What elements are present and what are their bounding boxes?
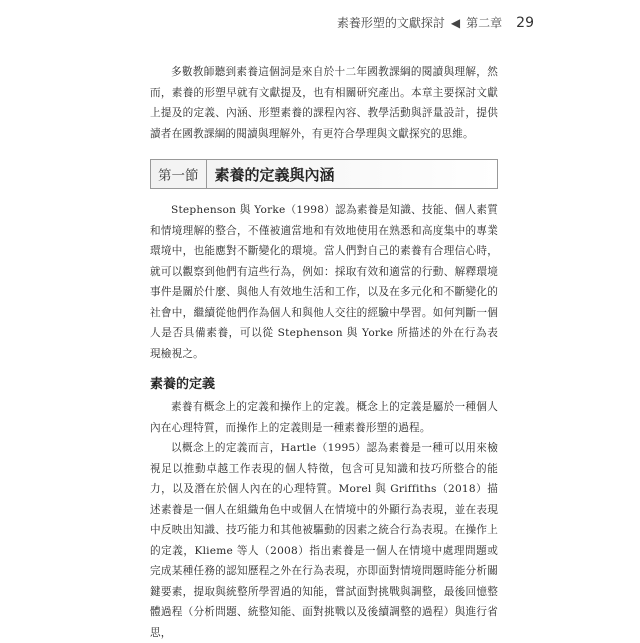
intro-paragraph: 多數教師聽到素養這個詞是來自於十二年國教課綱的閱讀與理解，然而，素養的形塑早就有文獻提及，也有相關研究產出。本章主要探討文獻上提及的定義、內涵、形塑素養的課程內容、教學活動與評量設計，提供讀者在國教課綱的閱讀與理解外，有更符合學理與文獻探究的思維。 <box>150 66 498 140</box>
section-paragraph: Stephenson 與 Yorke（1998）認為素養是知識、技能、個人素質和情境理解的整合，不僅被適當地和有效地使用在熟悉和高度集中的專業環境中，也能應對不斷變化的環境。當人們對自己的素養有合理信心時，就可以觀察到他們有這些行為，例如：採取有效和適當的行動、解釋環境事件是關於什麼、與他人有效地生活和工作，以及在多元化和不斷變化的社會中，繼續從他們作為個人和與他人交往的經驗中學習。如何判斷一個人是否具備素養，可以從 Stephenson 與 Yorke 所描述的外在行為表現檢視之。 <box>150 204 498 360</box>
page-body <box>150 62 498 643</box>
section-number: 第一節 <box>151 160 207 188</box>
running-header <box>0 14 640 38</box>
body-paragraph-2: 以概念上的定義而言，Hartle（1995）認為素養是一種可以用來檢視足以推動卓越工作表現的個人特徵，包含可見知識和技巧所整合的能力，以及潛在於個人內在的心理特質。Morel 與 Griffiths（2018）描述素養是一個人在組織角色中或個人在情境中的外顯行為表現，並在表現中反映出知識、技巧能力和其他被驅動的因素之統合行為表現。在操作上的定義，Klieme 等人（2008）指出素養是一個人在情境中處理問題或完成某種任務的認知歷程之外在行為表現，亦即面對情境問題時能分析關鍵要素，提取與統整所學習過的知能，嘗試面對挑戰與調整，最後回憶整體過程（分析問題、統整知能、面對挑戰以及後續調整的過程）與進行省思， <box>150 442 498 639</box>
running-header-inner <box>337 14 534 31</box>
section-title: 素養的定義與內涵 <box>214 165 335 184</box>
section-heading <box>150 159 498 189</box>
page-number: 29 <box>516 14 534 31</box>
running-title: 素養形塑的文獻探討 <box>336 16 445 30</box>
chapter-label: 第二章 <box>466 16 503 30</box>
subsection-title: 素養的定義 <box>150 377 216 392</box>
triangle-left-icon: ◀ <box>450 15 461 30</box>
body-paragraph-1: 素養有概念上的定義和操作上的定義。概念上的定義是屬於一種個人內在心理特質，而操作上的定義則是一種素養形塑的過程。 <box>150 401 498 434</box>
